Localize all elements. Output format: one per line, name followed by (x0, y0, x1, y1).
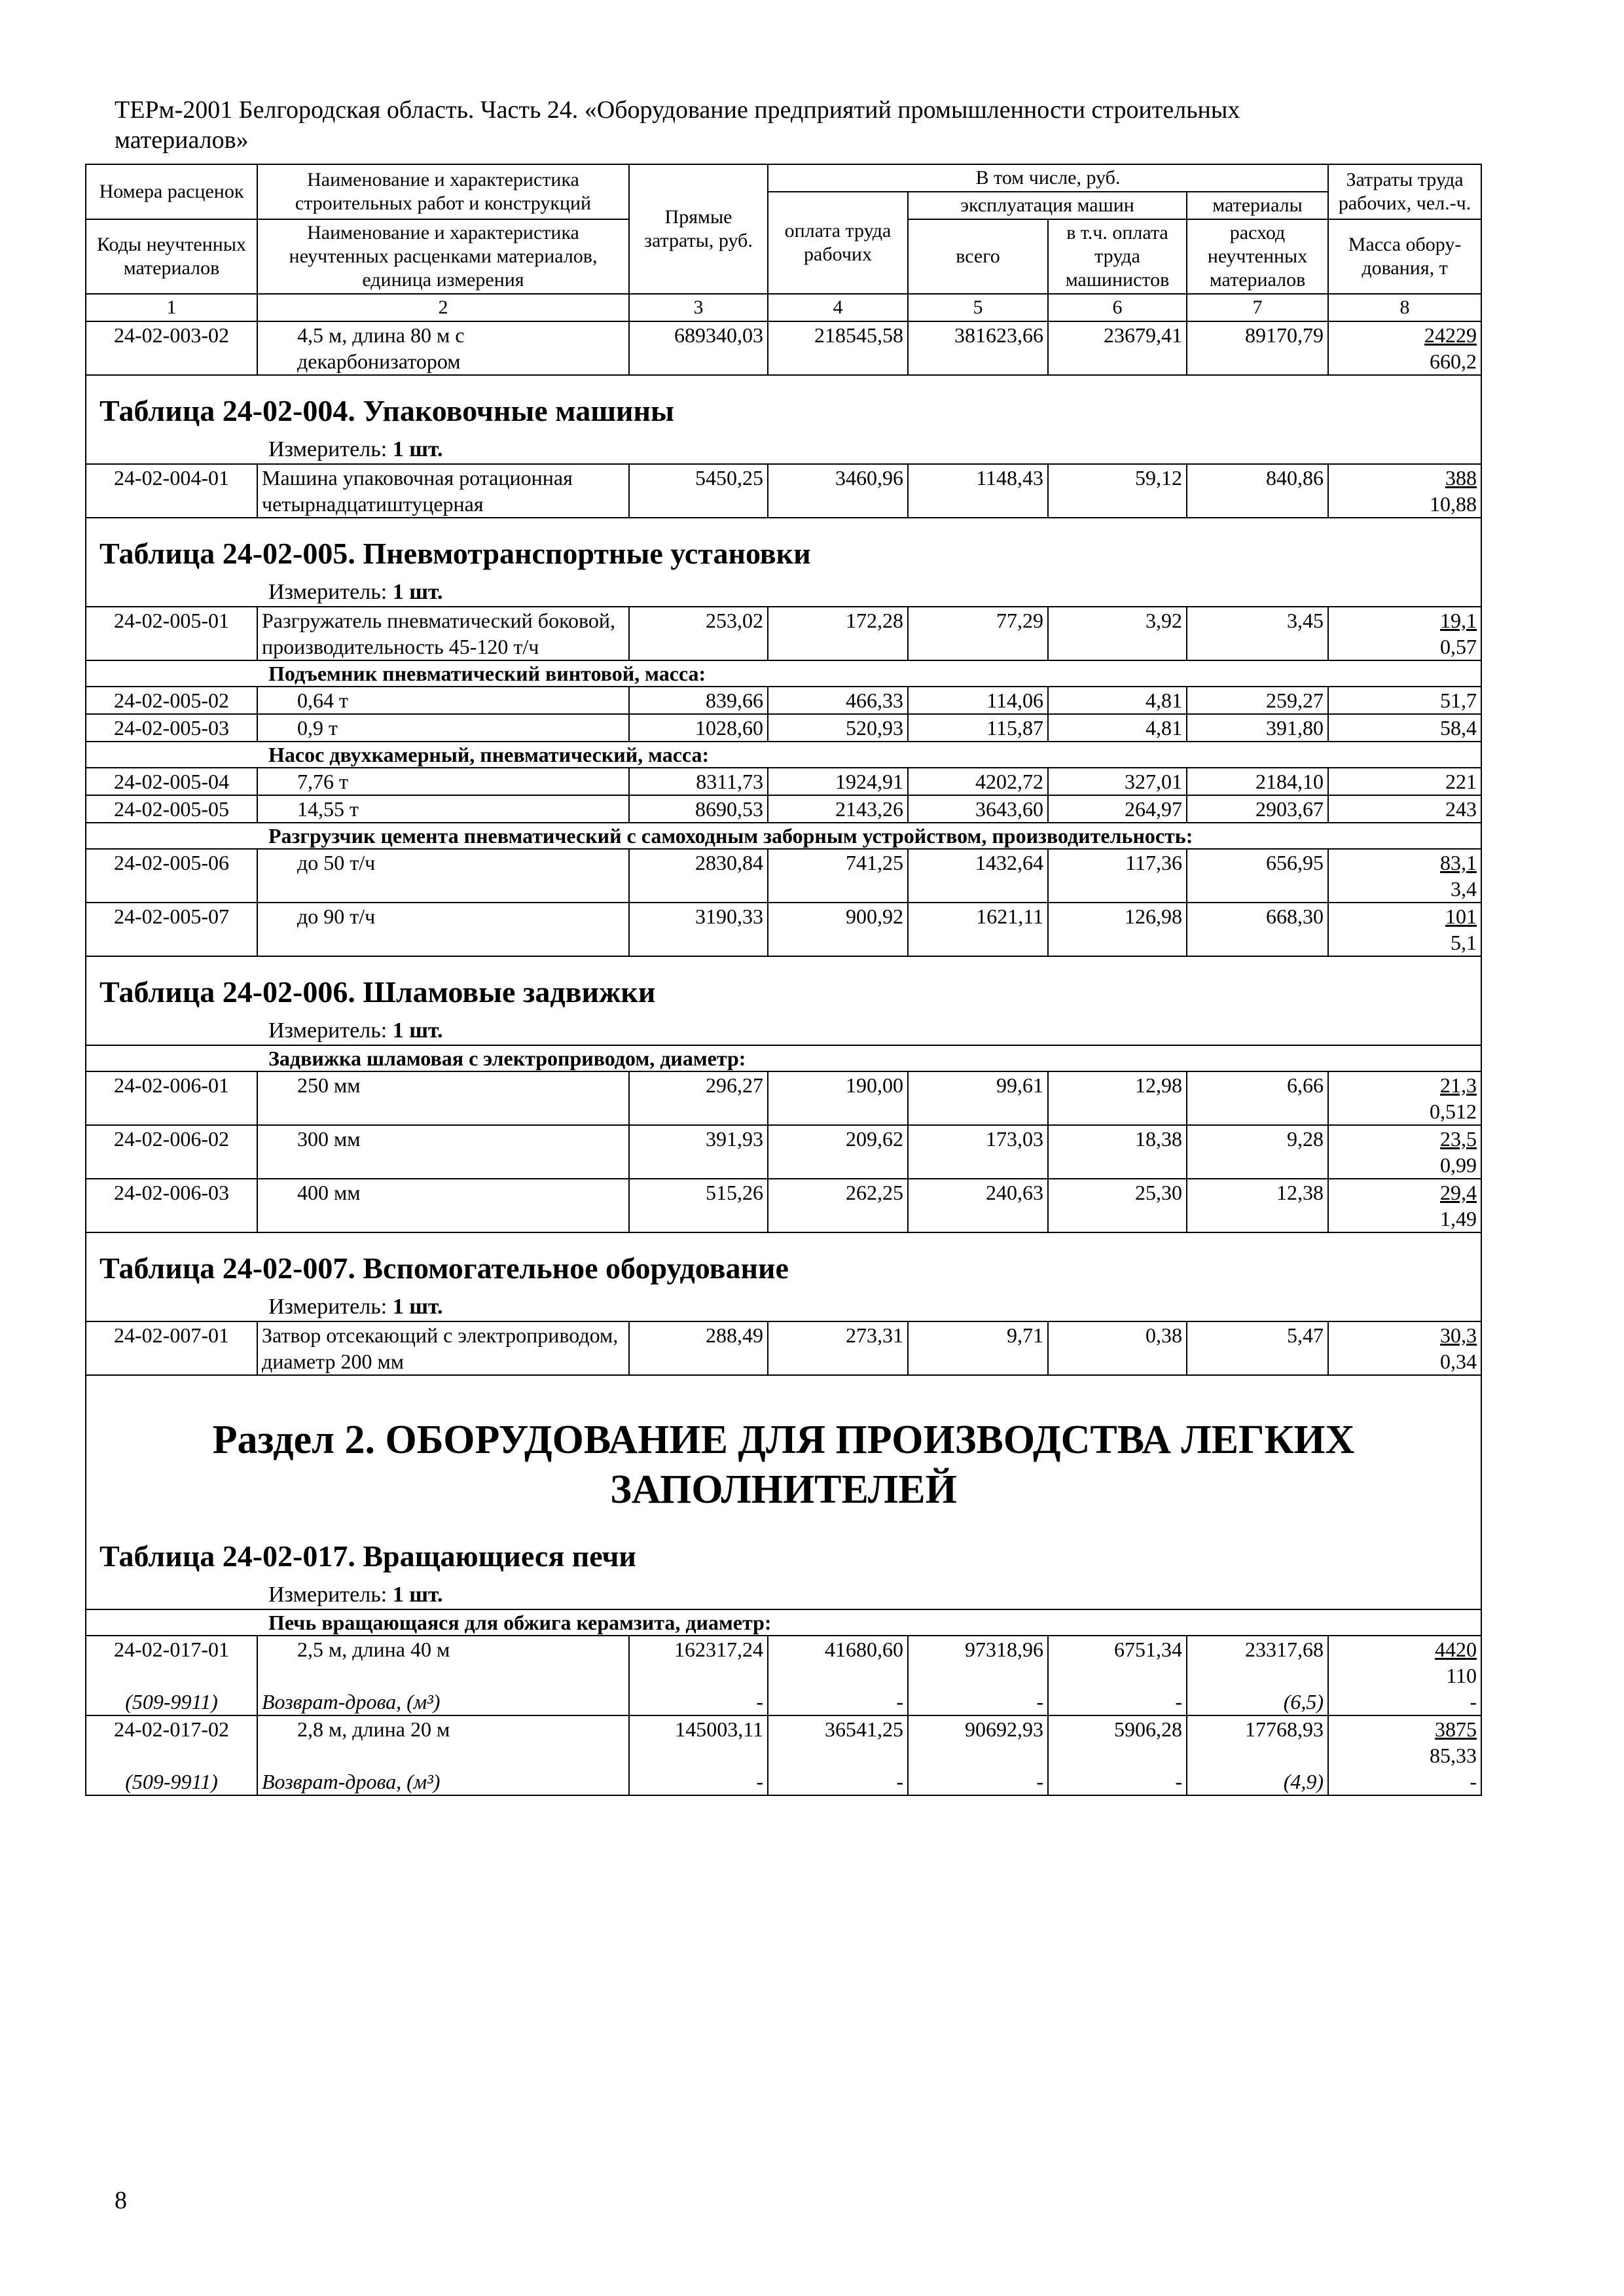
rates-table-wrapper (85, 164, 1481, 1796)
rate-code: 24-02-006-01 (86, 1071, 257, 1125)
group-heading: Печь вращающаяся для обжига керамзита, диаметр: (86, 1609, 1481, 1636)
materials-cost: 5,47 (1187, 1321, 1328, 1375)
rate-code: 24-02-006-03 (86, 1179, 257, 1232)
materials-cost: 23317,68 (6,5) (1187, 1636, 1328, 1715)
table-title: Таблица 24-02-007. Вспомогательное оборудование (86, 1232, 1481, 1293)
equipment-mass: 1,49 (1440, 1207, 1477, 1230)
equipment-mass: 0,99 (1440, 1153, 1477, 1177)
machines-total: 173,03 (908, 1125, 1048, 1179)
rate-name: Машина упаковочная ротационная четырнадцатиштуцерная (257, 464, 629, 518)
equipment-mass: 85,33 (1430, 1744, 1477, 1767)
col-header-including: В том числе, руб. (768, 164, 1328, 192)
operator-pay: 12,98 (1048, 1071, 1187, 1125)
measure-unit: Измеритель: 1 шт. (86, 1581, 1481, 1609)
operator-pay: 18,38 (1048, 1125, 1187, 1179)
rate-name: 0,64 т (257, 687, 629, 714)
labor-costs: 388 (1445, 466, 1477, 490)
machines-total: 90692,93 - (908, 1715, 1048, 1795)
rate-code: 24-02-006-02 (86, 1125, 257, 1179)
material-code: (509-9911) (125, 1770, 218, 1793)
worker-pay: 520,93 (768, 714, 908, 742)
direct-costs: 839,66 (629, 687, 768, 714)
labor-and-mass (1328, 903, 1481, 956)
machines-total: 114,06 (908, 687, 1048, 714)
table-row (86, 464, 1481, 518)
rate-code: 24-02-005-04 (86, 768, 257, 795)
labor-costs: 4420 (1435, 1638, 1477, 1661)
rate-code: 24-02-005-07 (86, 903, 257, 956)
labor-costs: 221 (1328, 768, 1481, 795)
machines-total: 115,87 (908, 714, 1048, 742)
labor-and-mass (1328, 849, 1481, 903)
direct-costs: 8690,53 (629, 795, 768, 823)
materials-cost: 259,27 (1187, 687, 1328, 714)
operator-pay: 327,01 (1048, 768, 1187, 795)
labor-and-mass (1328, 1125, 1481, 1179)
worker-pay: 466,33 (768, 687, 908, 714)
rate-name: 0,9 т (257, 714, 629, 742)
labor-costs: 23,5 (1440, 1127, 1477, 1151)
rate-code: 24-02-005-02 (86, 687, 257, 714)
labor-and-mass (1328, 1321, 1481, 1375)
operator-pay: 264,97 (1048, 795, 1187, 823)
rates-table (85, 164, 1482, 1796)
machines-total: 97318,96 - (908, 1636, 1048, 1715)
machines-total: 1148,43 (908, 464, 1048, 518)
operator-pay: 4,81 (1048, 714, 1187, 742)
header-line-1: ТЕРм-2001 Белгородская область. Часть 24. «Оборудование предприятий промышленности строительных (115, 96, 1240, 124)
operator-pay: 117,36 (1048, 849, 1187, 903)
operator-pay: 3,92 (1048, 607, 1187, 660)
labor-and-mass (1328, 1071, 1481, 1125)
equipment-mass: 10,88 (1430, 492, 1477, 516)
machines-total: 1621,11 (908, 903, 1048, 956)
materials-cost: 391,80 (1187, 714, 1328, 742)
direct-costs: 515,26 (629, 1179, 768, 1232)
direct-costs: 296,27 (629, 1071, 768, 1125)
materials-cost: 656,95 (1187, 849, 1328, 903)
operator-pay: 0,38 (1048, 1321, 1187, 1375)
col-header-equipment-mass: Масса обору-дования, т (1328, 219, 1481, 294)
rate-code: 24-02-005-05 (86, 795, 257, 823)
table-title: Таблица 24-02-004. Упаковочные машины (86, 375, 1481, 436)
col-header-direct-costs: Прямые затраты, руб. (629, 164, 768, 294)
header-line-2: материалов» (115, 126, 249, 154)
table-row (86, 903, 1481, 956)
materials-cost: 9,28 (1187, 1125, 1328, 1179)
worker-pay: 262,25 (768, 1179, 908, 1232)
worker-pay: 172,28 (768, 607, 908, 660)
rate-code: 24-02-005-06 (86, 849, 257, 903)
labor-costs: 51,7 (1328, 687, 1481, 714)
table-row (86, 687, 1481, 714)
col-number: 5 (908, 294, 1048, 321)
materials-cost: 17768,93 (4,9) (1187, 1715, 1328, 1795)
running-header (115, 95, 1476, 155)
operator-pay: 23679,41 (1048, 321, 1187, 375)
material-name: Возврат-дрова, (м³) (262, 1770, 441, 1793)
material-code: (509-9911) (125, 1690, 218, 1713)
worker-pay: 1924,91 (768, 768, 908, 795)
materials-cost: 12,38 (1187, 1179, 1328, 1232)
table-title: Таблица 24-02-017. Вращающиеся печи (86, 1521, 1481, 1581)
col-header-unaccounted-materials: расход неучтенных материалов (1187, 219, 1328, 294)
table-row (86, 1715, 1481, 1795)
table-row (86, 714, 1481, 742)
labor-costs: 21,3 (1440, 1073, 1477, 1097)
labor-and-mass (1328, 321, 1481, 375)
worker-pay: 36541,25 - (768, 1715, 908, 1795)
table-row (86, 607, 1481, 660)
operator-pay: 6751,34 - (1048, 1636, 1187, 1715)
col-number: 2 (257, 294, 629, 321)
machines-total: 77,29 (908, 607, 1048, 660)
rate-name: 2,5 м, длина 40 м Возврат-дрова, (м³) (257, 1636, 629, 1715)
col-header-rate-number: Номера расценок (86, 164, 257, 219)
table-row (86, 1071, 1481, 1125)
column-numbers-row (86, 294, 1481, 321)
operator-pay: 5906,28 - (1048, 1715, 1187, 1795)
operator-pay: 4,81 (1048, 687, 1187, 714)
worker-pay: 190,00 (768, 1071, 908, 1125)
col-header-work-name: Наименование и характеристика строительных работ и конструкций (257, 164, 629, 219)
materials-cost: 668,30 (1187, 903, 1328, 956)
operator-pay: 126,98 (1048, 903, 1187, 956)
materials-cost: 89170,79 (1187, 321, 1328, 375)
machines-total: 381623,66 (908, 321, 1048, 375)
measure-unit: Измеритель: 1 шт. (86, 579, 1481, 607)
rate-name: 300 мм (257, 1125, 629, 1179)
materials-cost: 6,66 (1187, 1071, 1328, 1125)
equipment-mass: 0,512 (1430, 1100, 1477, 1123)
materials-cost: 2184,10 (1187, 768, 1328, 795)
direct-costs: 8311,73 (629, 768, 768, 795)
worker-pay: 273,31 (768, 1321, 908, 1375)
table-row (86, 795, 1481, 823)
rate-code: 24-02-007-01 (86, 1321, 257, 1375)
rate-name: до 90 т/ч (257, 903, 629, 956)
col-header-material-codes: Коды неучтенных материалов (86, 219, 257, 294)
section-heading: Раздел 2. ОБОРУДОВАНИЕ ДЛЯ ПРОИЗВОДСТВА ЛЕГКИХ ЗАПОЛНИТЕЛЕЙ (86, 1375, 1481, 1521)
table-row (86, 768, 1481, 795)
group-heading: Задвижка шламовая с электроприводом, диаметр: (86, 1045, 1481, 1071)
table-row (86, 1125, 1481, 1179)
labor-costs: 243 (1328, 795, 1481, 823)
equipment-mass: 5,1 (1451, 931, 1477, 954)
worker-pay: 3460,96 (768, 464, 908, 518)
machines-total: 1432,64 (908, 849, 1048, 903)
rate-name: до 50 т/ч (257, 849, 629, 903)
worker-pay: 900,92 (768, 903, 908, 956)
labor-and-mass (1328, 607, 1481, 660)
direct-costs: 288,49 (629, 1321, 768, 1375)
labor-costs: 19,1 (1440, 609, 1477, 632)
rate-code: 24-02-005-03 (86, 714, 257, 742)
equipment-mass: 3,4 (1451, 877, 1477, 901)
measure-unit: Измеритель: 1 шт. (86, 1293, 1481, 1321)
machines-total: 99,61 (908, 1071, 1048, 1125)
col-number: 4 (768, 294, 908, 321)
operator-pay: 59,12 (1048, 464, 1187, 518)
labor-and-mass: 4420 110 - (1328, 1636, 1481, 1715)
materials-cost: 840,86 (1187, 464, 1328, 518)
machines-total: 240,63 (908, 1179, 1048, 1232)
labor-and-mass: 3875 85,33 - (1328, 1715, 1481, 1795)
measure-unit: Измеритель: 1 шт. (86, 436, 1481, 464)
col-header-operator-pay: в т.ч. оплата труда машинистов (1048, 219, 1187, 294)
col-header-machines: эксплуатация машин (908, 192, 1187, 219)
col-header-materials: материалы (1187, 192, 1328, 219)
worker-pay: 2143,26 (768, 795, 908, 823)
col-number: 7 (1187, 294, 1328, 321)
page-number: 8 (115, 2187, 127, 2214)
direct-costs: 253,02 (629, 607, 768, 660)
direct-costs: 3190,33 (629, 903, 768, 956)
group-heading: Насос двухкамерный, пневматический, масса: (86, 742, 1481, 768)
measure-unit: Измеритель: 1 шт. (86, 1017, 1481, 1045)
rate-code: 24-02-003-02 (86, 321, 257, 375)
rate-name: 400 мм (257, 1179, 629, 1232)
direct-costs: 2830,84 (629, 849, 768, 903)
equipment-mass: 660,2 (1430, 350, 1477, 373)
col-header-labor-costs: Затраты труда рабочих, чел.-ч. (1328, 164, 1481, 219)
operator-pay: 25,30 (1048, 1179, 1187, 1232)
machines-total: 3643,60 (908, 795, 1048, 823)
rate-name: 4,5 м, длина 80 м с декарбонизатором (257, 321, 629, 375)
equipment-mass: 110 (1446, 1664, 1477, 1687)
worker-pay: 741,25 (768, 849, 908, 903)
col-number: 6 (1048, 294, 1187, 321)
worker-pay: 218545,58 (768, 321, 908, 375)
labor-costs: 83,1 (1440, 851, 1477, 874)
labor-costs: 30,3 (1440, 1323, 1477, 1347)
labor-and-mass (1328, 1179, 1481, 1232)
labor-and-mass (1328, 464, 1481, 518)
group-heading: Разгрузчик цемента пневматический с самоходным заборным устройством, производительность: (86, 823, 1481, 849)
direct-costs: 689340,03 (629, 321, 768, 375)
labor-costs: 58,4 (1328, 714, 1481, 742)
material-name: Возврат-дрова, (м³) (262, 1690, 441, 1713)
rate-name: 250 мм (257, 1071, 629, 1125)
table-row (86, 1636, 1481, 1715)
machines-total: 4202,72 (908, 768, 1048, 795)
rate-name: Разгружатель пневматический боковой, производительность 45-120 т/ч (257, 607, 629, 660)
col-number: 3 (629, 294, 768, 321)
group-heading: Подъемник пневматический винтовой, масса: (86, 660, 1481, 687)
table-title: Таблица 24-02-005. Пневмотранспортные установки (86, 518, 1481, 579)
direct-costs: 162317,24 - (629, 1636, 768, 1715)
equipment-mass: 0,57 (1440, 635, 1477, 658)
worker-pay: 41680,60 - (768, 1636, 908, 1715)
rate-code: 24-02-005-01 (86, 607, 257, 660)
table-row (86, 1321, 1481, 1375)
rate-code: 24-02-004-01 (86, 464, 257, 518)
materials-cost: 2903,67 (1187, 795, 1328, 823)
table-row (86, 321, 1481, 375)
col-header-worker-pay: оплата труда рабочих (768, 192, 908, 294)
materials-cost: 3,45 (1187, 607, 1328, 660)
table-row (86, 1179, 1481, 1232)
rate-name: 2,8 м, длина 20 м Возврат-дрова, (м³) (257, 1715, 629, 1795)
direct-costs: 5450,25 (629, 464, 768, 518)
table-row (86, 849, 1481, 903)
worker-pay: 209,62 (768, 1125, 908, 1179)
rate-name: Затвор отсекающий с электроприводом, диаметр 200 мм (257, 1321, 629, 1375)
rate-code: 24-02-017-01 (509-9911) (86, 1636, 257, 1715)
col-header-machines-total: всего (908, 219, 1048, 294)
direct-costs: 145003,11 - (629, 1715, 768, 1795)
labor-costs: 3875 (1435, 1717, 1477, 1741)
rate-name: 14,55 т (257, 795, 629, 823)
direct-costs: 1028,60 (629, 714, 768, 742)
machines-total: 9,71 (908, 1321, 1048, 1375)
direct-costs: 391,93 (629, 1125, 768, 1179)
table-title: Таблица 24-02-006. Шламовые задвижки (86, 956, 1481, 1017)
equipment-mass: 0,34 (1440, 1350, 1477, 1373)
col-number: 1 (86, 294, 257, 321)
rate-code: 24-02-017-02 (509-9911) (86, 1715, 257, 1795)
labor-costs: 24229 (1424, 323, 1477, 347)
labor-costs: 101 (1445, 905, 1477, 928)
col-number: 8 (1328, 294, 1481, 321)
rate-name: 7,76 т (257, 768, 629, 795)
col-header-material-names: Наименование и характеристика неучтенных расценками материалов, единица измерения (257, 219, 629, 294)
labor-costs: 29,4 (1440, 1181, 1477, 1204)
